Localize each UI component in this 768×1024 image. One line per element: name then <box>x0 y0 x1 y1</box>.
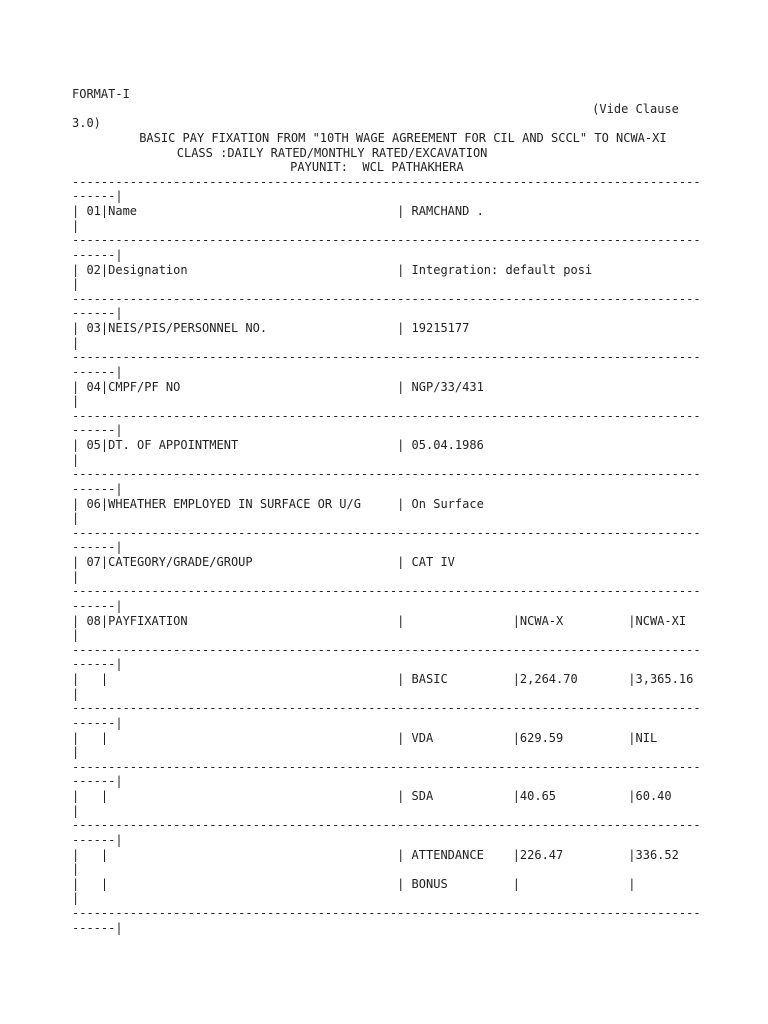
row-label: | 01|Name <box>72 204 138 218</box>
item-name: | SDA <box>397 789 434 803</box>
separator: --------------------------------------------------------------------------------------- <box>72 584 701 599</box>
separator: --------------------------------------------------------------------------------------- <box>72 701 701 716</box>
row-label: | 05|DT. OF APPOINTMENT <box>72 438 239 452</box>
class-line: CLASS :DAILY RATED/MONTHLY RATED/EXCAVATION <box>176 145 488 160</box>
table-row <box>72 175 701 234</box>
separator-tail: ------| <box>72 657 123 672</box>
vide-clause-cont: 3.0) <box>72 116 101 131</box>
separator-tail: ------| <box>72 832 123 847</box>
sub-label: | | <box>72 789 109 803</box>
separator: --------------------------------------------------------------------------------------- <box>72 233 701 248</box>
ncwa-xi-value: |NIL <box>628 730 658 745</box>
row-value: | On Surface <box>397 496 484 511</box>
row-value: | CAT IV <box>397 555 455 569</box>
sub-label: | | <box>72 730 109 745</box>
row-end-pipe: | <box>72 745 80 760</box>
separator: --------------------------------------------------------------------------------------- <box>72 818 701 833</box>
row-end-pipe: | <box>72 686 80 701</box>
row-end-pipe: | <box>72 452 80 467</box>
separator-tail: ------| <box>72 189 123 204</box>
separator: --------------------------------------------------------------------------------------- <box>72 467 701 482</box>
row-label: | 08|PAYFIXATION <box>72 613 188 628</box>
separator-tail: ------| <box>72 306 123 321</box>
row-label: | 04|CMPF/PF NO <box>72 379 181 394</box>
item-name: | VDA <box>397 730 434 745</box>
row-label: | 03|NEIS/PIS/PERSONNEL NO. <box>72 321 268 335</box>
col-header-ncwa-xi: |NCWA-XI <box>628 613 687 628</box>
table-row <box>72 292 701 351</box>
row-label: | 07|CATEGORY/GRADE/GROUP <box>72 555 253 569</box>
item-name: | ATTENDANCE <box>397 847 484 862</box>
separator: --------------------------------------------------------------------------------------- <box>72 906 701 920</box>
item-name: | BASIC <box>397 672 448 686</box>
separator-tail: ------| <box>72 247 123 262</box>
payfixation-header-row <box>72 584 701 643</box>
row-end-pipe: | <box>72 394 80 409</box>
ncwa-x-value: |226.47 <box>512 847 564 862</box>
sub-label: | | <box>72 672 109 686</box>
row-label: | 02|Designation <box>72 262 188 277</box>
ncwa-xi-value: |60.40 <box>628 789 672 803</box>
ncwa-x-value: | <box>512 876 520 891</box>
row-end-pipe: | <box>72 569 80 584</box>
format-label: FORMAT-I <box>72 87 130 101</box>
sub-label: | | <box>72 876 109 891</box>
separator: --------------------------------------------------------------------------------------- <box>72 350 701 365</box>
row-value: | 19215177 <box>397 321 470 335</box>
row-end-pipe: | <box>72 628 80 643</box>
row-end-pipe: | <box>72 218 80 233</box>
payunit-line: PAYUNIT: WCL PATHAKHERA <box>290 160 464 175</box>
ncwa-x-value: |40.65 <box>512 789 557 803</box>
ncwa-xi-value: | <box>628 876 636 891</box>
table-row <box>72 409 701 468</box>
separator-tail: ------| <box>72 364 123 379</box>
pay-fixation-document <box>72 87 701 935</box>
row-end-pipe: | <box>72 862 80 877</box>
ncwa-x-value: |2,264.70 <box>512 672 578 686</box>
row-end-pipe: | <box>72 803 80 818</box>
sub-label: | | <box>72 847 109 862</box>
pay-item-row-attendance-bonus <box>72 818 701 906</box>
row-end-pipe: | <box>72 277 80 292</box>
row-value: | Integration: default posi <box>397 262 593 277</box>
separator-tail: ------| <box>72 715 123 730</box>
table-row <box>72 467 701 526</box>
table-row <box>72 526 701 585</box>
row-end-pipe: | <box>72 891 80 906</box>
separator-tail: ------| <box>72 423 123 438</box>
separator: --------------------------------------------------------------------------------------- <box>72 291 701 306</box>
separator-tail: ------| <box>72 481 123 496</box>
pay-item-row-vda <box>72 701 701 760</box>
separator: --------------------------------------------------------------------------------------- <box>72 642 701 657</box>
ncwa-xi-value: |336.52 <box>628 847 679 862</box>
pay-item-row-sda <box>72 760 701 819</box>
separator-tail: ------| <box>72 774 123 789</box>
row-end-pipe: | <box>72 335 80 350</box>
separator-tail: ------| <box>72 920 123 935</box>
table-row <box>72 350 701 409</box>
separator: --------------------------------------------------------------------------------------- <box>72 408 701 423</box>
separator: --------------------------------------------------------------------------------------- <box>72 759 701 774</box>
vide-clause: (Vide Clause <box>592 101 679 116</box>
document-title: BASIC PAY FIXATION FROM "10TH WAGE AGREEMENT FOR CIL AND SCCL" TO NCWA-XI <box>139 130 667 145</box>
row-value: | 05.04.1986 <box>397 438 484 452</box>
col-pipe: | <box>397 613 405 628</box>
ncwa-xi-value: |3,365.16 <box>628 672 694 686</box>
item-name: | BONUS <box>397 876 448 891</box>
pay-item-row-basic <box>72 643 701 702</box>
ncwa-x-value: |629.59 <box>512 730 564 745</box>
row-value: | NGP/33/431 <box>397 379 484 394</box>
separator: --------------------------------------------------------------------------------------- <box>72 174 701 189</box>
separator: --------------------------------------------------------------------------------------- <box>72 525 701 540</box>
separator-tail: ------| <box>72 540 123 555</box>
table-row <box>72 233 701 292</box>
row-end-pipe: | <box>72 511 80 526</box>
row-value: | RAMCHAND . <box>397 204 484 218</box>
row-label: | 06|WHEATHER EMPLOYED IN SURFACE OR U/G <box>72 496 361 511</box>
col-header-ncwa-x: |NCWA-X <box>512 613 564 628</box>
separator-tail: ------| <box>72 598 123 613</box>
